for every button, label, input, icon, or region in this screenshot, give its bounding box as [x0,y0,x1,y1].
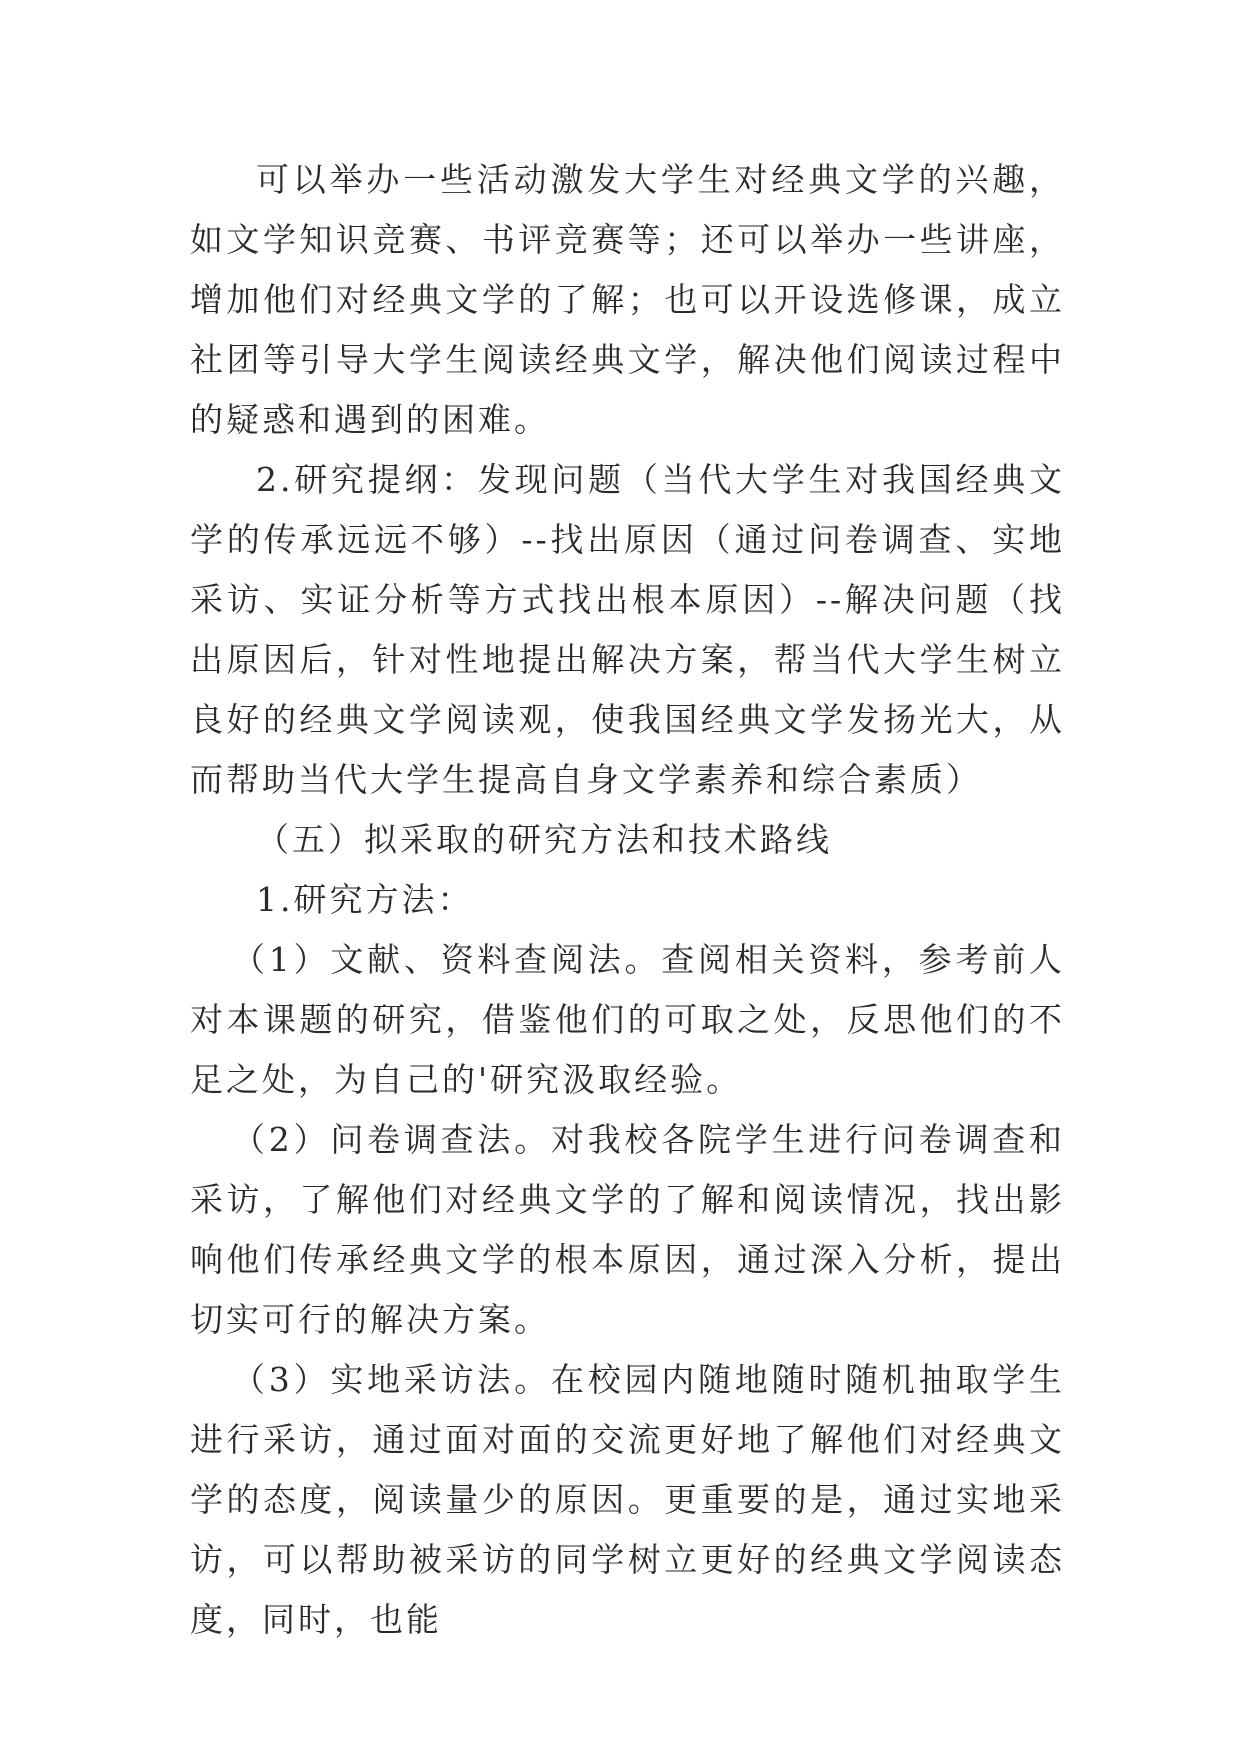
section-heading-methods: （五）拟采取的研究方法和技术路线 [256,820,832,859]
paragraph-activities: 可以举办一些活动激发大学生对经典文学的兴趣，如文学知识竞赛、书评竞赛等；还可以举办一些讲座，增加他们对经典文学的了解；也可以开设选修课，成立社团等引导大学生阅读经典文学，解决他们阅读过程中的疑惑和遇到的困难。 [190,160,1065,439]
paragraph-method-literature: （1）文献、资料查阅法。查阅相关资料，参考前人对本课题的研究，借鉴他们的可取之处，反思他们的不足之处，为自己的'研究汲取经验。 [190,940,1065,1099]
paragraph-method-interview: （3）实地采访法。在校园内随地随时随机抽取学生进行采访，通过面对面的交流更好地了解他们对经典文学的态度，阅读量少的原因。更重要的是，通过实地采访，可以帮助被采访的同学树立更好的经典文学阅读态度，同时，也能 [190,1360,1065,1639]
paragraph-research-outline: 2.研究提纲：发现问题（当代大学生对我国经典文学的传承远远不够）--找出原因（通过问卷调查、实地采访、实证分析等方式找出根本原因）--解决问题（找出原因后，针对性地提出解决方案，帮当代大学生树立良好的经典文学阅读观，使我国经典文学发扬光大，从而帮助当代大学生提高自身文学素养和综合素质） [190,460,1065,799]
paragraph-method-questionnaire: （2）问卷调查法。对我校各院学生进行问卷调查和采访，了解他们对经典文学的了解和阅读情况，找出影响他们传承经典文学的根本原因，通过深入分析，提出切实可行的解决方案。 [190,1120,1065,1339]
subheading-research-methods: 1.研究方法： [256,880,474,919]
document-body [190,150,1065,1650]
